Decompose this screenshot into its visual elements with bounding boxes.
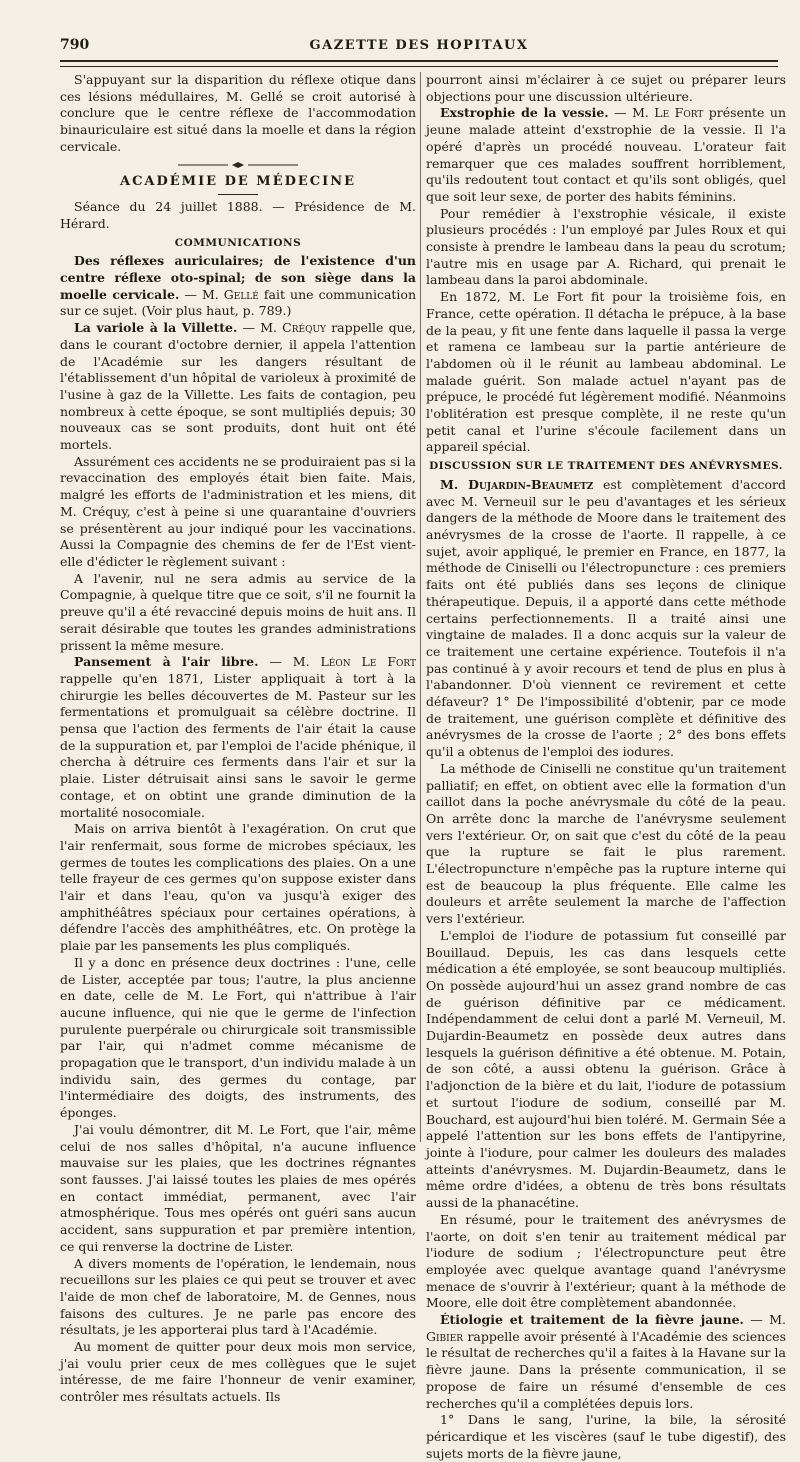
paragraph: Il y a donc en présence deux doctrines : l'une, celle de Lister, acceptée par tous; l'autre, la plus ancienne en date, celle de M. Le Fort, qui n'attribue à l'air aucune influence, qui nie que le germe de l'infection purulente puerpérale ou chirurgicale soit transmissible par l'air, qui n'admet comme mécanisme de propagation que le transport, d'un individu malade à un individu sain, des germes du contage, par l'intermédiaire des doigts, des instruments, des éponges. bbox=[60, 954, 416, 1121]
article-author: M. Le Fort bbox=[632, 105, 704, 121]
paragraph: 1° Dans le sang, l'urine, la bile, la sérosité péricardique et les viscères (sauf le tube digestif), des sujets morts de la fièvre jaune, bbox=[426, 1412, 786, 1461]
article-title: Pansement à l'air libre. bbox=[74, 654, 259, 670]
paragraph-continued: pourront ainsi m'éclairer à ce sujet ou préparer leurs objections pour une discussion ultérieure. bbox=[426, 72, 786, 104]
article-author: M. Léon Le Fort bbox=[292, 654, 416, 670]
article-author: M. Dujardin-Beaumetz bbox=[440, 476, 594, 492]
article-title: Des réflexes auriculaires; de l'existence d'un centre réflexe oto-spinal; de son siège dans la moelle cervicale. bbox=[60, 253, 416, 302]
article-text: rappelle avoir présenté à l'Académie des sciences le résultat de recherches qu'il a faites à la Havane sur la fièvre jaune. Dans la présente communication, il se propose de faire un résumé d'ensemble de ces recherches qu'il a complétées depuis lors. bbox=[426, 1328, 786, 1411]
ornament-divider bbox=[178, 162, 298, 168]
article-text: est complètement d'accord avec M. Verneuil sur le peu d'avantages et les sérieux dangers de la méthode de Moore dans le traitement des anévrysmes de la crosse de l'aorte. Il rappelle, à ce sujet, avoir appliqué, le premier en France, en 1877, la méthode de Ciniselli ou l'électropuncture : ces premiers faits ont été publiés dans ses leçons de clinique thérapeutique. Depuis, il a apporté dans cette méthode certains perfectionnements. Il a traité ainsi une vingtaine de malades. Il a donc acquis sur la valeur de ce traitement une certaine expérience. Toutefois il n'a pas continué à y avoir recours et tend de plus en plus à l'abandonner. D'où viennent ce revirement et cette défaveur? 1° De l'impossibilité d'obtenir, par ce mode de traitement, une guérison complète et définitive des anévrysmes de la crosse de l'aorte ; 2° des bons effets qu'il a obtenus de l'emploi des iodures. bbox=[426, 476, 786, 760]
left-column bbox=[60, 72, 416, 1406]
page-number: 790 bbox=[60, 37, 90, 53]
header-rule bbox=[60, 60, 778, 67]
article-author: M. Gibier bbox=[426, 1312, 787, 1344]
article-title: Exstrophie de la vessie. bbox=[440, 105, 609, 121]
article-title: La variole à la Villette. bbox=[74, 320, 238, 336]
short-rule bbox=[218, 194, 258, 195]
article-title: Étiologie et traitement de la fièvre jaune. bbox=[440, 1312, 744, 1328]
paragraph: Au moment de quitter pour deux mois mon service, j'ai voulu prier ceux de mes collègues que le sujet intéresse, de me faire l'honneur de venir examiner, contrôler mes résultats actuels. Ils bbox=[60, 1339, 416, 1405]
article-exstrophie: Exstrophie de la vessie. — M. Le Fort présente un jeune malade atteint d'exstrophie de la vessie. Il l'a opéré d'après un procédé nouveau. L'orateur fait remarquer que ces malades souffrent horriblement, qu'ils redoutent tout contact et qu'ils sont obligés, quel que soit leur sexe, de porter des habits féminins. bbox=[426, 105, 787, 204]
article-author: M. Gellé bbox=[201, 286, 259, 302]
paragraph: A divers moments de l'opération, le lendemain, nous recueillons sur les plaies ce qui peut se trouver et avec l'aide de mon chef de laboratoire, M. de Gennes, nous faisons des cultures. Je ne parle pas encore des résultats, je les apporterai plus tard à l'Académie. bbox=[60, 1255, 416, 1338]
paragraph: En résumé, pour le traitement des anévrysmes de l'aorte, on doit s'en tenir au traitement médical par l'iodure de sodium ; l'électropuncture peut être employée avec quelque avantage quand l'anévrysme menace de s'ouvrir à l'extérieur; quant à la méthode de Moore, elle doit être complètement abandonnée. bbox=[426, 1211, 786, 1311]
article-pansement: Pansement à l'air libre. — M. Léon Le Fort rappelle qu'en 1871, Lister appliquait à tort à la chirurgie les belles découvertes de M. Pasteur sur les fermentations et promulguait sa célèbre doctrine. Il pensa que l'action des ferments de l'air était la cause de la suppuration et, par l'emploi de l'acide phénique, il chercha à détruire ces ferments dans l'air et sur la plaie. Lister détruisait ainsi sans le savoir le germe contage, et on obtint une grande diminution de la mortalité nosocomiale. bbox=[60, 654, 416, 820]
article-text: présente un jeune malade atteint d'exstrophie de la vessie. Il l'a opéré d'après un procédé nouveau. L'orateur fait remarquer que ces malades souffrent horriblement, qu'ils redoutent tout contact et qu'ils sont obligés, quel que soit leur sexe, de porter des habits féminins. bbox=[426, 105, 787, 204]
article-reflexes: Des réflexes auriculaires; de l'existence d'un centre réflexe oto-spinal; de son siège dans la moelle cervicale. — M. Gellé fait une communication sur ce sujet. (Voir plus haut, p. 789.) bbox=[60, 253, 416, 319]
subhead-discussion: DISCUSSION SUR LE TRAITEMENT DES ANÉVRYSMES. bbox=[429, 460, 783, 473]
page-header bbox=[60, 34, 778, 56]
article-text: fait une communication sur ce sujet. (Voir plus haut, p. 789.) bbox=[60, 286, 416, 319]
paragraph: Mais on arriva bientôt à l'exagération. On crut que l'air renfermait, sous forme de microbes spéciaux, les germes de toutes les complications des plaies. On a une telle frayeur de ces germes qu'on suppose exister dans l'air et dans l'eau, qu'on va jusqu'à exiger des amphithéâtres spéciaux pour certaines opérations, à défendre l'accès des amphithéâtres, etc. On protège la plaie par les pansements les plus compliqués. bbox=[60, 821, 416, 954]
paragraph: En 1872, M. Le Fort fit pour la troisième fois, en France, cette opération. Il détacha le prépuce, à la base de la peau, y fit une fente dans laquelle il passa la verge et ramena ce lambeau sur la partie antérieure de l'abdomen où il le réunit au lambeau abdominal. Le malade guérit. Son malade actuel n'ayant pas de prépuce, le procédé fut légèrement modifié. Néanmoins l'oblitération est presque complète, il ne reste qu'un petit canal et l'urine s'écoule facilement dans un appareil spécial. bbox=[426, 289, 786, 455]
paragraph: J'ai voulu démontrer, dit M. Le Fort, que l'air, même celui de nos salles d'hôpital, n'a aucune influence mauvaise sur les plaies, que les doctrines régnantes sont fausses. J'ai laissé toutes les plaies de mes opérés en contact immédiat, permanent, avec l'air atmosphérique. Tous mes opérés ont guéri sans aucun accident, sans suppuration et par première intention, ce qui renverse la doctrine de Lister. bbox=[60, 1121, 416, 1254]
intro-paragraph: S'appuyant sur la disparition du réflexe otique dans ces lésions médullaires, M. Gellé se croit autorisé à conclure que le centre réflexe de l'accommodation binauriculaire est situé dans la moelle et dans la région cervicale. bbox=[60, 72, 416, 154]
column-divider bbox=[420, 72, 421, 1142]
paragraph: Pour remédier à l'exstrophie vésicale, il existe plusieurs procédés : l'un employé par Jules Roux et qui consiste à prendre le lambeau dans la peau du scrotum; l'autre mis en usage par A. Richard, qui prenait le lambeau dans la paroi abdominale. bbox=[426, 205, 786, 288]
subhead-communications: COMMUNICATIONS bbox=[174, 236, 302, 249]
article-variole: La variole à la Villette. — M. Créquy rappelle que, dans le courant d'octobre dernier, il appela l'attention de l'Académie sur les dangers résultant de l'établissement d'un hôpital de varioleux à proximité de l'usine à gaz de la Villette. Les faits de contagion, peu nombreux à cette époque, se sont multipliés depuis; 30 nouveaux cas se sont produits, dont huit ont été mortels. bbox=[60, 320, 417, 453]
article-text: rappelle que, dans le courant d'octobre dernier, il appela l'attention de l'Académie sur les dangers résultant de l'établissement d'un hôpital de varioleux à proximité de l'usine à gaz de la Villette. Les faits de contagion, peu nombreux à cette époque, se sont multipliés depuis; 30 nouveaux cas se sont produits, dont huit ont été mortels. bbox=[60, 320, 417, 453]
article-text: rappelle qu'en 1871, Lister appliquait à tort à la chirurgie les belles découvertes de M. Pasteur sur les fermentations et promulguait sa célèbre doctrine. Il pensa que l'action des ferments de l'air était la cause de la suppuration et, par l'emploi de l'acide phénique, il chercha à détruire ces ferments dans l'air et sur la plaie. Lister détruisait ainsi sans le savoir le germe contage, et on obtint une grande diminution de la mortalité nosocomiale. bbox=[60, 670, 416, 820]
running-title: GAZETTE DES HOPITAUX bbox=[309, 37, 529, 53]
article-author: M. Créquy bbox=[260, 320, 326, 336]
paragraph: La méthode de Ciniselli ne constitue qu'un traitement palliatif; en effet, on obtient avec elle la formation d'un caillot dans la poche anévrysmale du côté de la peau. On arrête donc la marche de l'anévrysme seulement vers l'extérieur. Or, on sait que c'est du côté de la peau que la rupture se fait le plus rarement. L'électropuncture n'empêche pas la rupture interne qui est de beaucoup la plus fréquente. Elle calme les douleurs et arrête seulement la marche de l'affection vers l'extérieur. bbox=[426, 760, 786, 927]
paragraph: A l'avenir, nul ne sera admis au service de la Compagnie, à quelque titre que ce soit, s'il ne fournit la preuve qu'il a été revacciné depuis moins de huit ans. Il serait désirable que toutes les grandes administrations prissent la même mesure. bbox=[60, 570, 416, 653]
article-discussion bbox=[426, 477, 786, 761]
section-title-academy: ACADÉMIE DE MÉDECINE bbox=[119, 173, 356, 189]
paragraph: Assurément ces accidents ne se produiraient pas si la revaccination des employés était bien faite. Mais, malgré les efforts de l'administration et les miens, dit M. Créquy, c'est à peine si une quarantaine d'ouvriers se présentèrent au jour indiqué pour les vaccinations. Aussi la Compagnie des chemins de fer de l'Est vient-elle d'édicter le règlement suivant : bbox=[60, 453, 416, 569]
right-column bbox=[426, 72, 786, 1462]
seance-line: Séance du 24 juillet 1888. — Présidence de M. Hérard. bbox=[60, 199, 416, 231]
paragraph: L'emploi de l'iodure de potassium fut conseillé par Bouillaud. Depuis, les cas dans lesquels cette médication a été employée, se sont beaucoup multipliés. On possède aujourd'hui un assez grand nombre de cas de guérison définitive par ce médicament. Indépendamment de celui dont a parlé M. Verneuil, M. Dujardin-Beaumetz en possède deux autres dans lesquels la guérison définitive a été obtenue. M. Potain, de son côté, a aussi obtenu la guérison. Grâce à l'adjonction de la bière et du lait, l'iodure de potassium et surtout l'iodure de sodium, conseillé par M. Bouchard, est aujourd'hui bien toléré. M. Germain Sée a appelé l'attention sur les bons effets de l'antipyrine, jointe à l'iodure, pour calmer les douleurs des malades atteints d'anévrysmes. M. Dujardin-Beaumetz, dans le même ordre d'idées, a obtenu de très bons résultats aussi de la phanacétine. bbox=[426, 927, 786, 1211]
article-etiologie: Étiologie et traitement de la fièvre jaune. — M. Gibier rappelle avoir présenté à l'Académie des sciences le résultat de recherches qu'il a faites à la Havane sur la fièvre jaune. Dans la présente communication, il se propose de faire un résumé d'ensemble de ces recherches qu'il a complétées depuis lors. bbox=[426, 1312, 787, 1411]
